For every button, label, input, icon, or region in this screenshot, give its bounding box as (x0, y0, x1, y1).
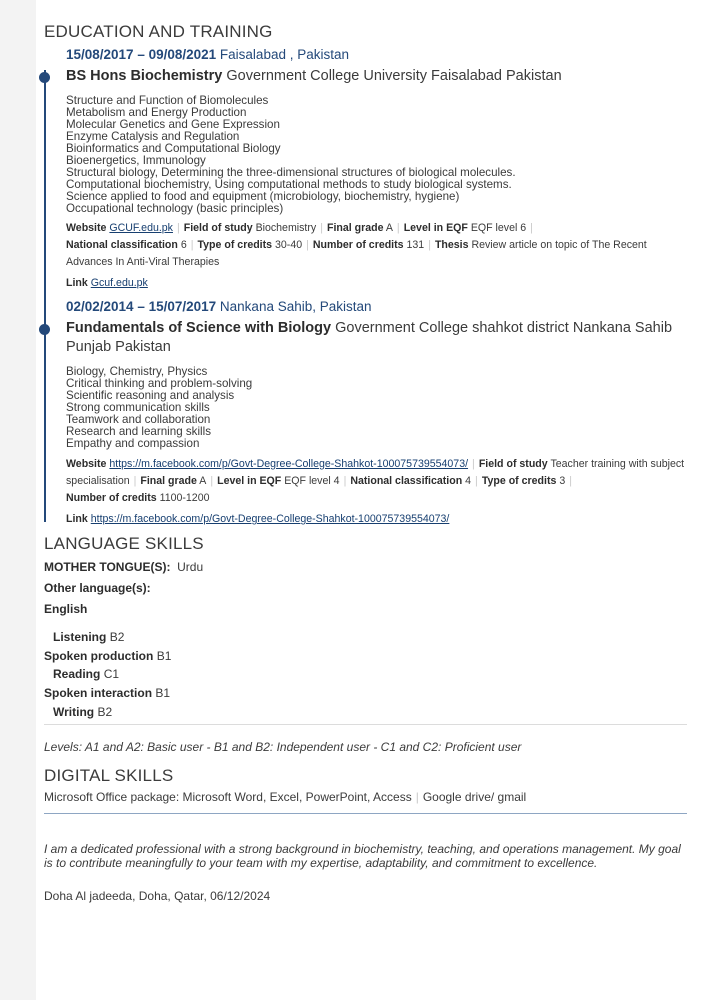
other-languages-label: Other language(s): (44, 581, 151, 595)
spoken-production-level: Spoken production B1 (44, 649, 172, 663)
divider (44, 813, 687, 814)
levels-note: Levels: A1 and A2: Basic user - B1 and B2: Independent user - C1 and C2: Proficient user (44, 740, 522, 754)
mother-tongue: MOTHER TONGUE(S): Urdu (44, 560, 204, 574)
writing-level: Writing B2 (53, 705, 113, 719)
website-link[interactable]: https://m.facebook.com/p/Govt-Degree-College-Shahkot-100075739554073/ (109, 458, 469, 470)
entry-link-row: Link https://m.facebook.com/p/Govt-Degree-College-Shahkot-100075739554073/ (66, 513, 450, 525)
spoken-interaction-level: Spoken interaction B1 (44, 686, 171, 700)
entry-description: Biology, Chemistry, Physics Critical thinking and problem-solving Scientific reasoning and analysis Strong communication skills Teamwork and collaboration Research and learning skills Empathy and compassion (66, 365, 253, 450)
language-name: English (44, 602, 88, 616)
entry-link-row: Link Gcuf.edu.pk (66, 277, 148, 289)
timeline-dot (39, 324, 50, 335)
entry-link[interactable]: Gcuf.edu.pk (90, 277, 148, 289)
signature-line: Doha Al jadeeda, Doha, Qatar, 06/12/2024 (44, 889, 271, 903)
entry-dates: 02/02/2014 – 15/07/2017 Nankana Sahib, Pakistan (66, 299, 372, 314)
timeline-line (44, 70, 46, 522)
left-margin-bar (0, 0, 36, 1000)
digital-skills-list: Microsoft Office package: Microsoft Word, Excel, PowerPoint, Access | Google drive/ gmail (44, 790, 527, 804)
timeline-dot (39, 72, 50, 83)
entry-details: Website GCUF.edu.pk | Field of study Biochemistry | Final grade A | Level in EQF EQF level 6 | National classification 6 | Type of credits 30-40 | Number of credits 131 | Thesis Review article on topic of The Recent Advances In Anti-Viral Therapies (66, 222, 647, 268)
personal-statement: I am a dedicated professional with a strong background in biochemistry, teaching, and operations management. My goal is to contribute meaningfully to your team with my expertise, adaptability, and commitment to excellence. (44, 842, 681, 870)
divider (44, 724, 687, 725)
reading-level: Reading C1 (53, 667, 120, 681)
education-section-title: EDUCATION AND TRAINING (44, 22, 273, 41)
entry-details: Website https://m.facebook.com/p/Govt-Degree-College-Shahkot-100075739554073/ | Field of study Teacher training with subject specialisation | Final grade A | Level in EQF EQF level 4 | National classification 4 | Type of credits 3 | Number of credits 1100-1200 (66, 458, 685, 504)
website-link[interactable]: GCUF.edu.pk (109, 222, 173, 234)
entry-title: Fundamentals of Science with Biology Government College shahkot district Nankana Sahib Punjab Pakistan (66, 320, 673, 355)
entry-description: Structure and Function of Biomolecules Metabolism and Energy Production Molecular Genetics and Gene Expression Enzyme Catalysis and Regulation Bioinformatics and Computational Biology Bioenergetics, Immunology Structural biology, Determining the three-dimensional structures of biological molecules. Computational biochemistry, Using computational methods to study biological systems. Science applied to food and equipment (microbiology, biochemistry, hygiene) Occupational technology (basic principles) (66, 94, 516, 215)
digital-section-title: DIGITAL SKILLS (44, 766, 174, 785)
listening-level: Listening B2 (53, 630, 125, 644)
entry-title: BS Hons Biochemistry Government College University Faisalabad Pakistan (66, 68, 562, 84)
entry-link[interactable]: https://m.facebook.com/p/Govt-Degree-College-Shahkot-100075739554073/ (90, 513, 450, 525)
education-entry-2 (66, 299, 686, 528)
language-section-title: LANGUAGE SKILLS (44, 534, 204, 553)
entry-dates: 15/08/2017 – 09/08/2021 Faisalabad , Pakistan (66, 47, 349, 62)
education-entry-1 (66, 47, 686, 292)
